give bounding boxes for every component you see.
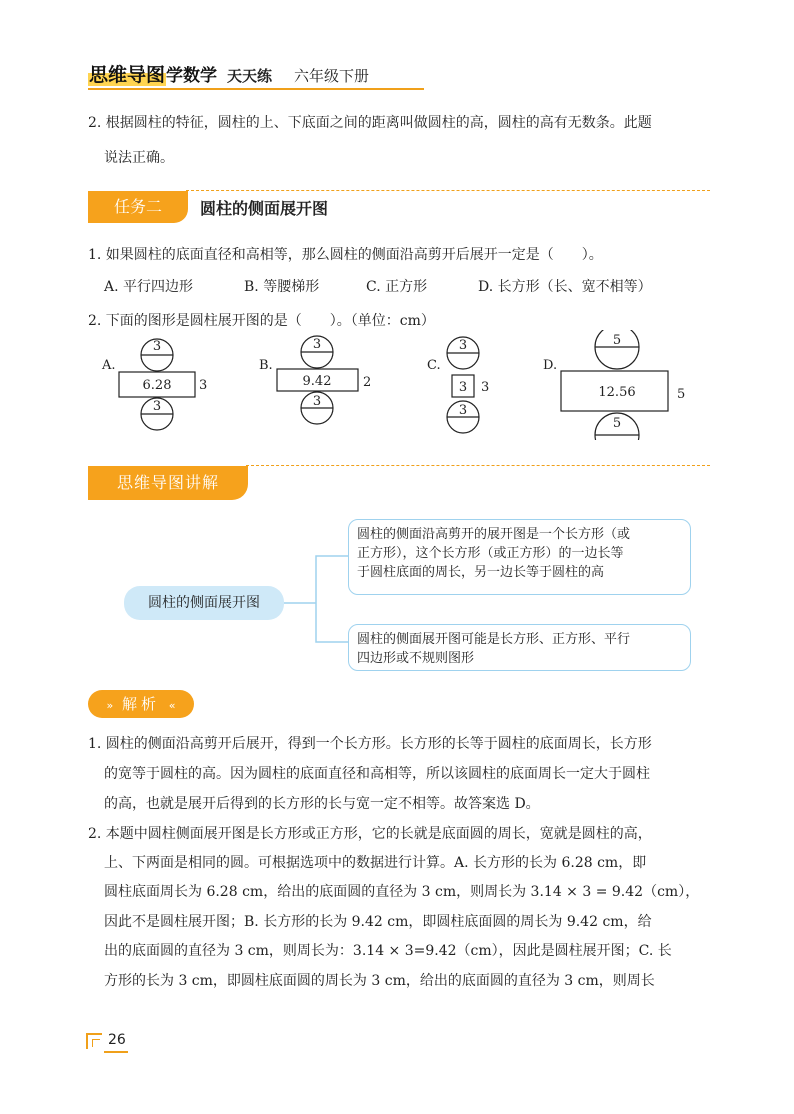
fig-c-rect-side: 3 (481, 380, 490, 395)
mindmap-center-node: 圆柱的侧面展开图 (124, 586, 284, 620)
fig-c-circle-top: 3 (458, 338, 468, 353)
page-number-underline (104, 1051, 128, 1053)
q1-option-b: B. 等腰梯形 (244, 279, 320, 295)
fig-a-circle-top: 3 (152, 339, 162, 354)
analysis-tab (88, 690, 194, 718)
fig-c-circle-bottom: 3 (458, 403, 468, 418)
analysis-line-4: 2. 本题中圆柱侧面展开图是长方形或正方形，它的长就是底面圆的周长，宽就是圆柱的高， (88, 826, 652, 842)
brand-subject: 学数学 (166, 66, 218, 86)
mindmap-node-1-line-1: 圆柱的侧面沿高剪开的展开图是一个长方形（或 (357, 527, 631, 542)
analysis-tab-label: 解析 (121, 695, 160, 713)
mindmap-node-2 (348, 624, 691, 671)
brand-series: 天天练 (227, 67, 273, 85)
analysis-line-3: 的高，也就是展开后得到的长方形的长与宽一定不相等。故答案选 D。 (104, 796, 540, 812)
analysis-line-9: 方形的长为 3 cm，即圆柱底面圆的周长为 3 cm，给出的底面圆的直径为 3 cm，则周长 (104, 973, 655, 989)
task-title: 圆柱的侧面展开图 (200, 199, 329, 218)
chevron-right-icon: » (106, 699, 114, 712)
fig-b-rect-side: 2 (363, 375, 372, 390)
q1-option-a: A. 平行四边形 (104, 279, 194, 295)
analysis-line-6: 圆柱底面周长为 6.28 cm，给出的底面圆的直径为 3 cm，则周长为 3.14 × 3 = 9.42（cm）， (104, 884, 700, 900)
book-brand (88, 60, 369, 87)
q1-option-c: C. 正方形 (366, 279, 428, 295)
q2-figures (0, 330, 794, 440)
task-tab: 任务二 (88, 191, 188, 223)
fig-b-label: B. (259, 358, 273, 373)
analysis-line-2: 的宽等于圆柱的高。因为圆柱的底面直径和高相等，所以该圆柱的底面周长一定大于圆柱 (104, 766, 650, 782)
analysis-line-8: 出的底面圆的直径为 3 cm，则周长为：3.14 × 3=9.42（cm），因此是圆柱展开图；C. 长 (104, 943, 672, 959)
brand-title: 思维导图 (89, 64, 166, 86)
fig-a-label: A. (102, 358, 116, 373)
prev-answer-line-1: 2. 根据圆柱的特征，圆柱的上、下底面之间的距离叫做圆柱的高，圆柱的高有无数条。此题 (88, 115, 652, 131)
fig-c-rect-length: 3 (458, 380, 468, 395)
chevron-left-icon: « (168, 699, 176, 712)
fig-d-rect-length: 12.56 (598, 385, 636, 400)
fig-d-circle-bottom: 5 (612, 416, 622, 431)
fig-d-label: D. (543, 358, 558, 373)
section-divider (246, 465, 710, 466)
analysis-line-7: 因此不是圆柱展开图；B. 长方形的长为 9.42 cm，即圆柱底面圆的周长为 9.42 cm，给 (104, 914, 652, 930)
mindmap-node-2-line-1: 圆柱的侧面展开图可能是长方形、正方形、平行 (357, 632, 631, 647)
fig-b-rect-length: 9.42 (302, 374, 332, 389)
mindmap-node-1 (348, 519, 691, 595)
fig-b-circle-top: 3 (312, 337, 322, 352)
fig-b-circle-bottom: 3 (312, 394, 322, 409)
q1-option-d: D. 长方形（长、宽不相等） (478, 279, 652, 295)
page-corner-mark-inner (92, 1039, 100, 1047)
mindmap-node-2-line-2: 四边形或不规则图形 (357, 651, 475, 666)
grade-label: 六年级下册 (294, 67, 370, 85)
section-divider (186, 190, 710, 191)
analysis-line-1: 1. 圆柱的侧面沿高剪开后展开，得到一个长方形。长方形的长等于圆柱的底面周长，长方形 (88, 736, 652, 752)
mindmap-node-1-line-3: 于圆柱底面的周长，另一边长等于圆柱的高 (357, 565, 605, 580)
fig-c-label: C. (427, 358, 441, 373)
fig-d-rect-side: 5 (677, 387, 686, 402)
q1-stem: 1. 如果圆柱的底面直径和高相等，那么圆柱的侧面沿高剪开后展开一定是（ ）。 (88, 247, 603, 263)
fig-a-rect-side: 3 (199, 378, 208, 393)
header-rule (88, 88, 424, 90)
prev-answer-line-2: 说法正确。 (104, 150, 174, 166)
fig-d-circle-top: 5 (612, 333, 622, 348)
q2-stem: 2. 下面的图形是圆柱展开图的是（ ）。（单位：cm） (88, 313, 435, 329)
mindmap-node-1-line-2: 正方形），这个长方形（或正方形）的一边长等 (357, 546, 624, 561)
fig-a-circle-bottom: 3 (152, 399, 162, 414)
mindmap-tab: 思维导图讲解 (88, 466, 248, 500)
page-number: 26 (108, 1032, 126, 1048)
fig-a-rect-length: 6.28 (142, 378, 172, 393)
analysis-line-5: 上、下两面是相同的圆。可根据选项中的数据进行计算。A. 长方形的长为 6.28 cm，即 (104, 855, 647, 871)
